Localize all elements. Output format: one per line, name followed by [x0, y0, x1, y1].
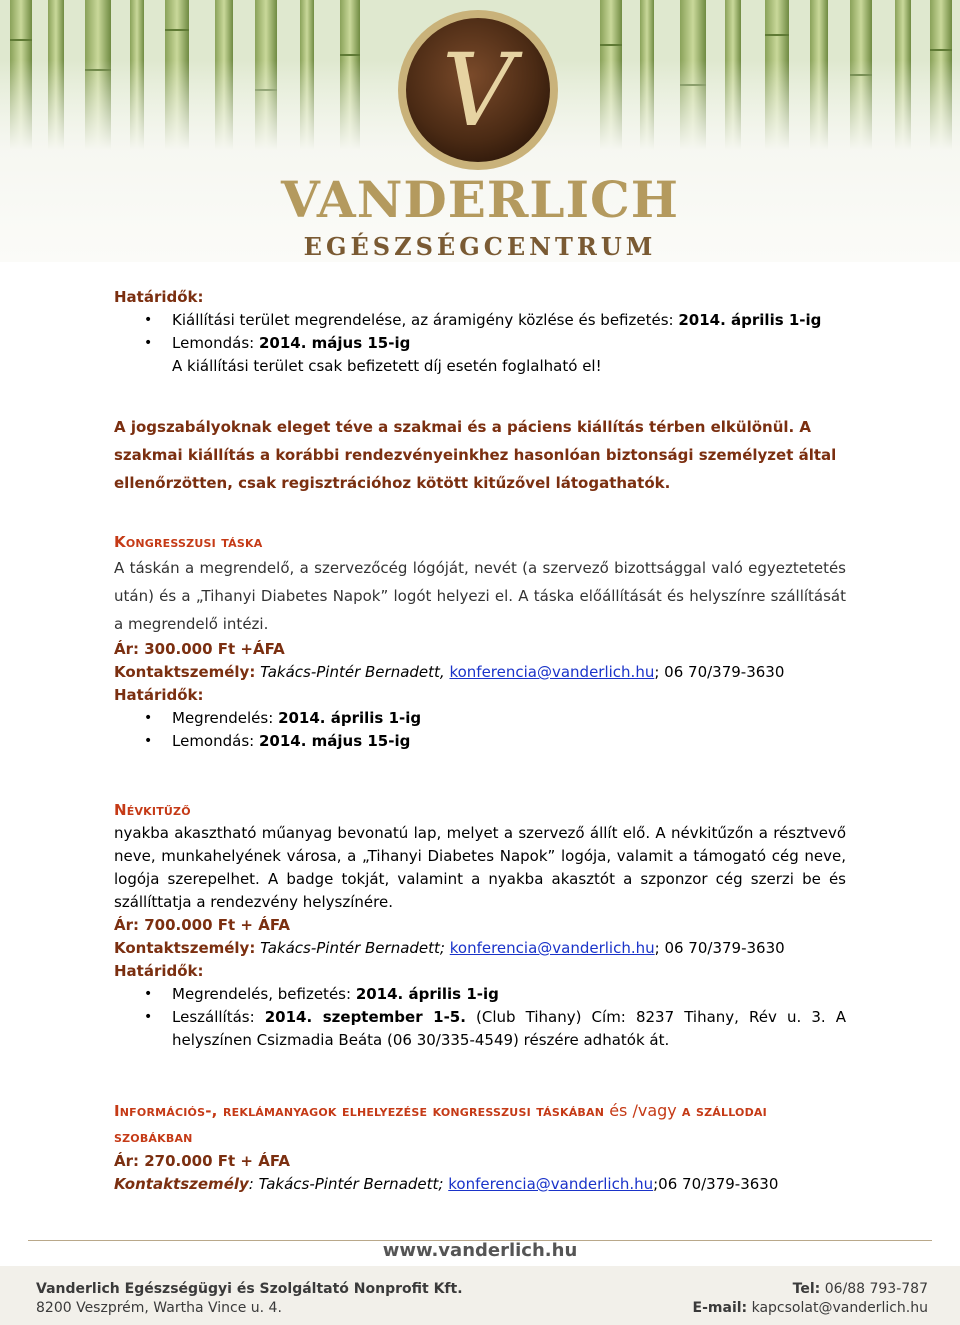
company-name: Vanderlich Egészségügyi és Szolgáltató Nonprofit Kft. — [36, 1281, 463, 1297]
item-text: Kiállítási terület megrendelése, az áramigény közlése és befizetés: — [172, 311, 679, 329]
footer — [0, 1266, 960, 1325]
section-title-bag: Kongresszusi táska — [114, 533, 263, 551]
item-date: 2014. május 15-ig — [258, 334, 411, 352]
company-address: 8200 Veszprém, Wartha Vince u. 4. — [36, 1300, 282, 1316]
document-body — [114, 286, 846, 1196]
inserts-contact: Kontaktszemély: Takács-Pintér Bernadett; konferencia@vanderlich.hu;06 70/379-3630 — [114, 1175, 779, 1193]
list-item: • Lemondás: 2014. május 15-ig — [172, 730, 846, 753]
list-item: • Megrendelés, befizetés: 2014. április 1-ig — [172, 983, 846, 1006]
brand-subtitle: EGÉSZSÉGCENTRUM — [303, 232, 657, 261]
list-item: • Leszállítás: 2014. szeptember 1-5. (Club Tihany) Cím: 8237 Tihany, Rév u. 3. A helyszínen Csizmadia Beáta (06 30/335-4549) részére adhatók át. — [172, 1006, 846, 1052]
list-item — [172, 332, 846, 378]
booking-note: A kiállítási terület csak befizetett díj esetén foglalható el! — [172, 357, 602, 375]
footer-phone: Tel: 06/88 793-787 — [792, 1281, 928, 1297]
footer-contact-block — [693, 1280, 928, 1318]
list-item: • Megrendelés: 2014. április 1-ig — [172, 707, 846, 730]
item-text: Lemondás: — [172, 334, 259, 352]
badge-contact: Kontaktszemély: Takács-Pintér Bernadett; konferencia@vanderlich.hu; 06 70/379-3630 — [114, 939, 785, 957]
list-item — [172, 309, 846, 332]
bag-description: A táskán a megrendelő, a szervezőcég lógóját, nevét (a szervező bizottsággal való egyeztetetés után) és a „Tihanyi Diabetes Napok” logót helyezi el. A táska előállítását és helyszínre szállítását a megrendelő intézi. — [114, 559, 846, 633]
deadlines-heading: Határidők: — [114, 288, 204, 306]
bag-price: Ár: 300.000 Ft +ÁFA — [114, 640, 285, 658]
deadline-list — [114, 309, 846, 378]
logo-letter: V — [441, 32, 515, 149]
deadlines-heading: Határidők: — [114, 962, 204, 980]
badge-price: Ár: 700.000 Ft + ÁFA — [114, 916, 290, 934]
email-link[interactable]: konferencia@vanderlich.hu — [448, 1175, 654, 1193]
deadline-list — [114, 707, 846, 753]
header-banner — [0, 0, 960, 262]
footer-email[interactable]: E-mail: kapcsolat@vanderlich.hu — [692, 1300, 928, 1316]
footer-website[interactable]: www.vanderlich.hu — [382, 1240, 578, 1261]
section-title-inserts: Információs-, reklámanyagok elhelyezése kongresszusi táskában és /vagy a szállodai szobákban — [114, 1101, 767, 1146]
badge-description: nyakba akasztható műanyag bevonatú lap, melyet a szervező állít elő. A névkitűzőn a résztvevő neve, munkahelyének városa, a „Tihanyi Diabetes Napok” logója, valamit a támogató cég neve, logója szerepelhet. A badge tokját, valamint a nyakba akasztót a szponzor cég szerzi be és szállíttatja a rendezvény helyszínére. — [114, 824, 846, 911]
bag-contact: Kontaktszemély: Takács-Pintér Bernadett, konferencia@vanderlich.hu; 06 70/379-3630 — [114, 663, 785, 681]
exhibition-paragraph: A jogszabályoknak eleget téve a szakmai és a páciens kiállítás térben elkülönül. A szakmai kiállítás a korábbi rendezvényeinkhez hasonlóan biztonsági személyzet által ellenőrzötten, csak regisztrációhoz kötött kitűzővel látogathatók. — [114, 418, 837, 492]
email-link[interactable]: konferencia@vanderlich.hu — [449, 663, 655, 681]
brand-name: VANDERLICH — [280, 170, 679, 229]
deadlines-heading: Határidők: — [114, 686, 204, 704]
item-date: 2014. április 1-ig — [678, 311, 822, 329]
vanderlich-logo-emblem — [393, 5, 563, 175]
footer-company-block — [36, 1280, 463, 1318]
section-title-badge: Névkitűző — [114, 801, 191, 819]
deadline-list — [114, 983, 846, 1052]
inserts-price: Ár: 270.000 Ft + ÁFA — [114, 1152, 290, 1170]
email-link[interactable]: konferencia@vanderlich.hu — [449, 939, 655, 957]
